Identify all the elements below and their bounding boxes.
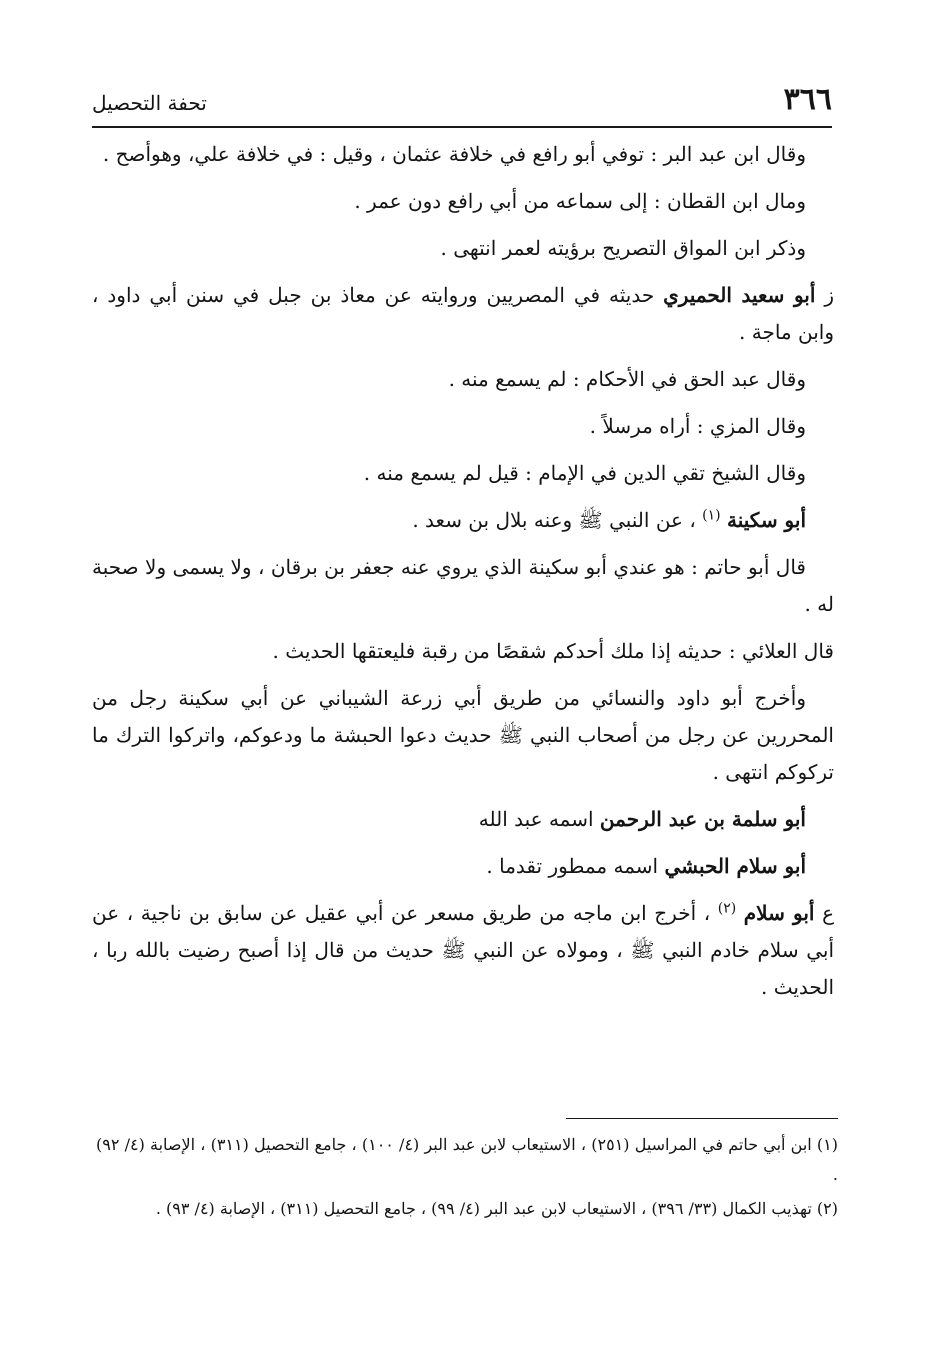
footnote-reference: (١)	[702, 507, 721, 524]
paragraph-abu-dawud: وأخرج أبو داود والنسائي من طريق أبي زرعة الشيباني عن أبي سكينة رجل من المحررين عن رجل من أصحاب النبي ﷺ حديث دعوا الحبشة ما ودعوكم، واتركوا الترك ما تركوكم انتهى .	[92, 686, 834, 784]
entry-marker: ع	[814, 901, 835, 925]
entry-name: أبو سلمة بن عبد الرحمن	[599, 807, 806, 831]
paragraph-al-alai: قال العلائي : حديثه إذا ملك أحدكم شقصًا من رقبة فليعتقها الحديث .	[272, 639, 834, 663]
paragraph-abu-hatim: قال أبو حاتم : هو عندي أبو سكينة الذي يروي عنه جعفر بن برقان ، ولا يسمى ولا صحبة له .	[92, 555, 834, 616]
entry-text: ، عن النبي ﷺ وعنه بلال بن سعد .	[412, 508, 703, 532]
entry-name: أبو سلام	[743, 901, 815, 925]
entry-marker: ز	[815, 283, 835, 307]
entry-abu-salama	[92, 801, 834, 838]
footnotes	[96, 1130, 838, 1228]
footnote-divider	[566, 1118, 838, 1119]
paragraph-taqi-al-din: وقال الشيخ تقي الدين في الإمام : قيل لم يسمع منه .	[363, 461, 806, 485]
entry-abu-sukayna	[92, 502, 834, 539]
paragraph-ibn-al-qattan: ومال ابن القطان : إلى سماعه من أبي رافع دون عمر .	[354, 189, 806, 213]
entry-name: أبو سلام الحبشي	[664, 854, 806, 878]
entry-text: ، أخرج ابن ماجه من طريق مسعر عن أبي عقيل عن سابق بن ناجية ، عن أبي سلام خادم النبي ﷺ ، ومولاه عن النبي ﷺ حديث من قال إذا أصبح رضيت بالله ربا ، الحديث .	[92, 901, 834, 999]
running-title: تحفة التحصيل	[92, 91, 207, 115]
entry-abu-sallam	[92, 895, 834, 1006]
page-header	[92, 80, 832, 128]
footnote-2: (٢) تهذيب الكمال (٣٣/ ٣٩٦) ، الاستيعاب لابن عبد البر (٤/ ٩٩) ، جامع التحصيل (٣١١) ، الإصابة (٤/ ٩٣) .	[155, 1199, 838, 1218]
entry-name: أبو سكينة	[726, 508, 806, 532]
entry-text: اسمه ممطور تقدما .	[486, 854, 665, 878]
paragraph-ibn-al-mawwaq: وذكر ابن المواق التصريح برؤيته لعمر انتهى .	[440, 236, 806, 260]
entry-abu-sallam-al-habashi	[92, 848, 834, 885]
paragraph-ibn-abd-al-barr: وقال ابن عبد البر : توفي أبو رافع في خلافة عثمان ، وقيل : في خلافة علي، وهوأصح .	[102, 142, 806, 166]
entry-text: حديثه في المصريين وروايته عن معاذ بن جبل في سنن أبي داود ، وابن ماجة .	[92, 283, 834, 344]
entry-abu-said-al-himyari	[92, 277, 834, 351]
footnote-1: (١) ابن أبي حاتم في المراسيل (٢٥١) ، الاستيعاب لابن عبد البر (٤/ ١٠٠) ، جامع التحصيل (٣١١) ، الإصابة (٤/ ٩٢) .	[96, 1135, 839, 1184]
paragraph-al-mizzi: وقال المزي : أراه مرسلاً .	[589, 414, 806, 438]
entry-text: اسمه عبد الله	[478, 807, 600, 831]
main-text	[92, 136, 834, 1016]
paragraph-abd-al-haqq: وقال عبد الحق في الأحكام : لم يسمع منه .	[448, 367, 806, 391]
entry-name: أبو سعيد الحميري	[663, 283, 816, 307]
page-number: ٣٦٦	[783, 82, 832, 117]
footnote-reference: (٢)	[717, 900, 737, 917]
